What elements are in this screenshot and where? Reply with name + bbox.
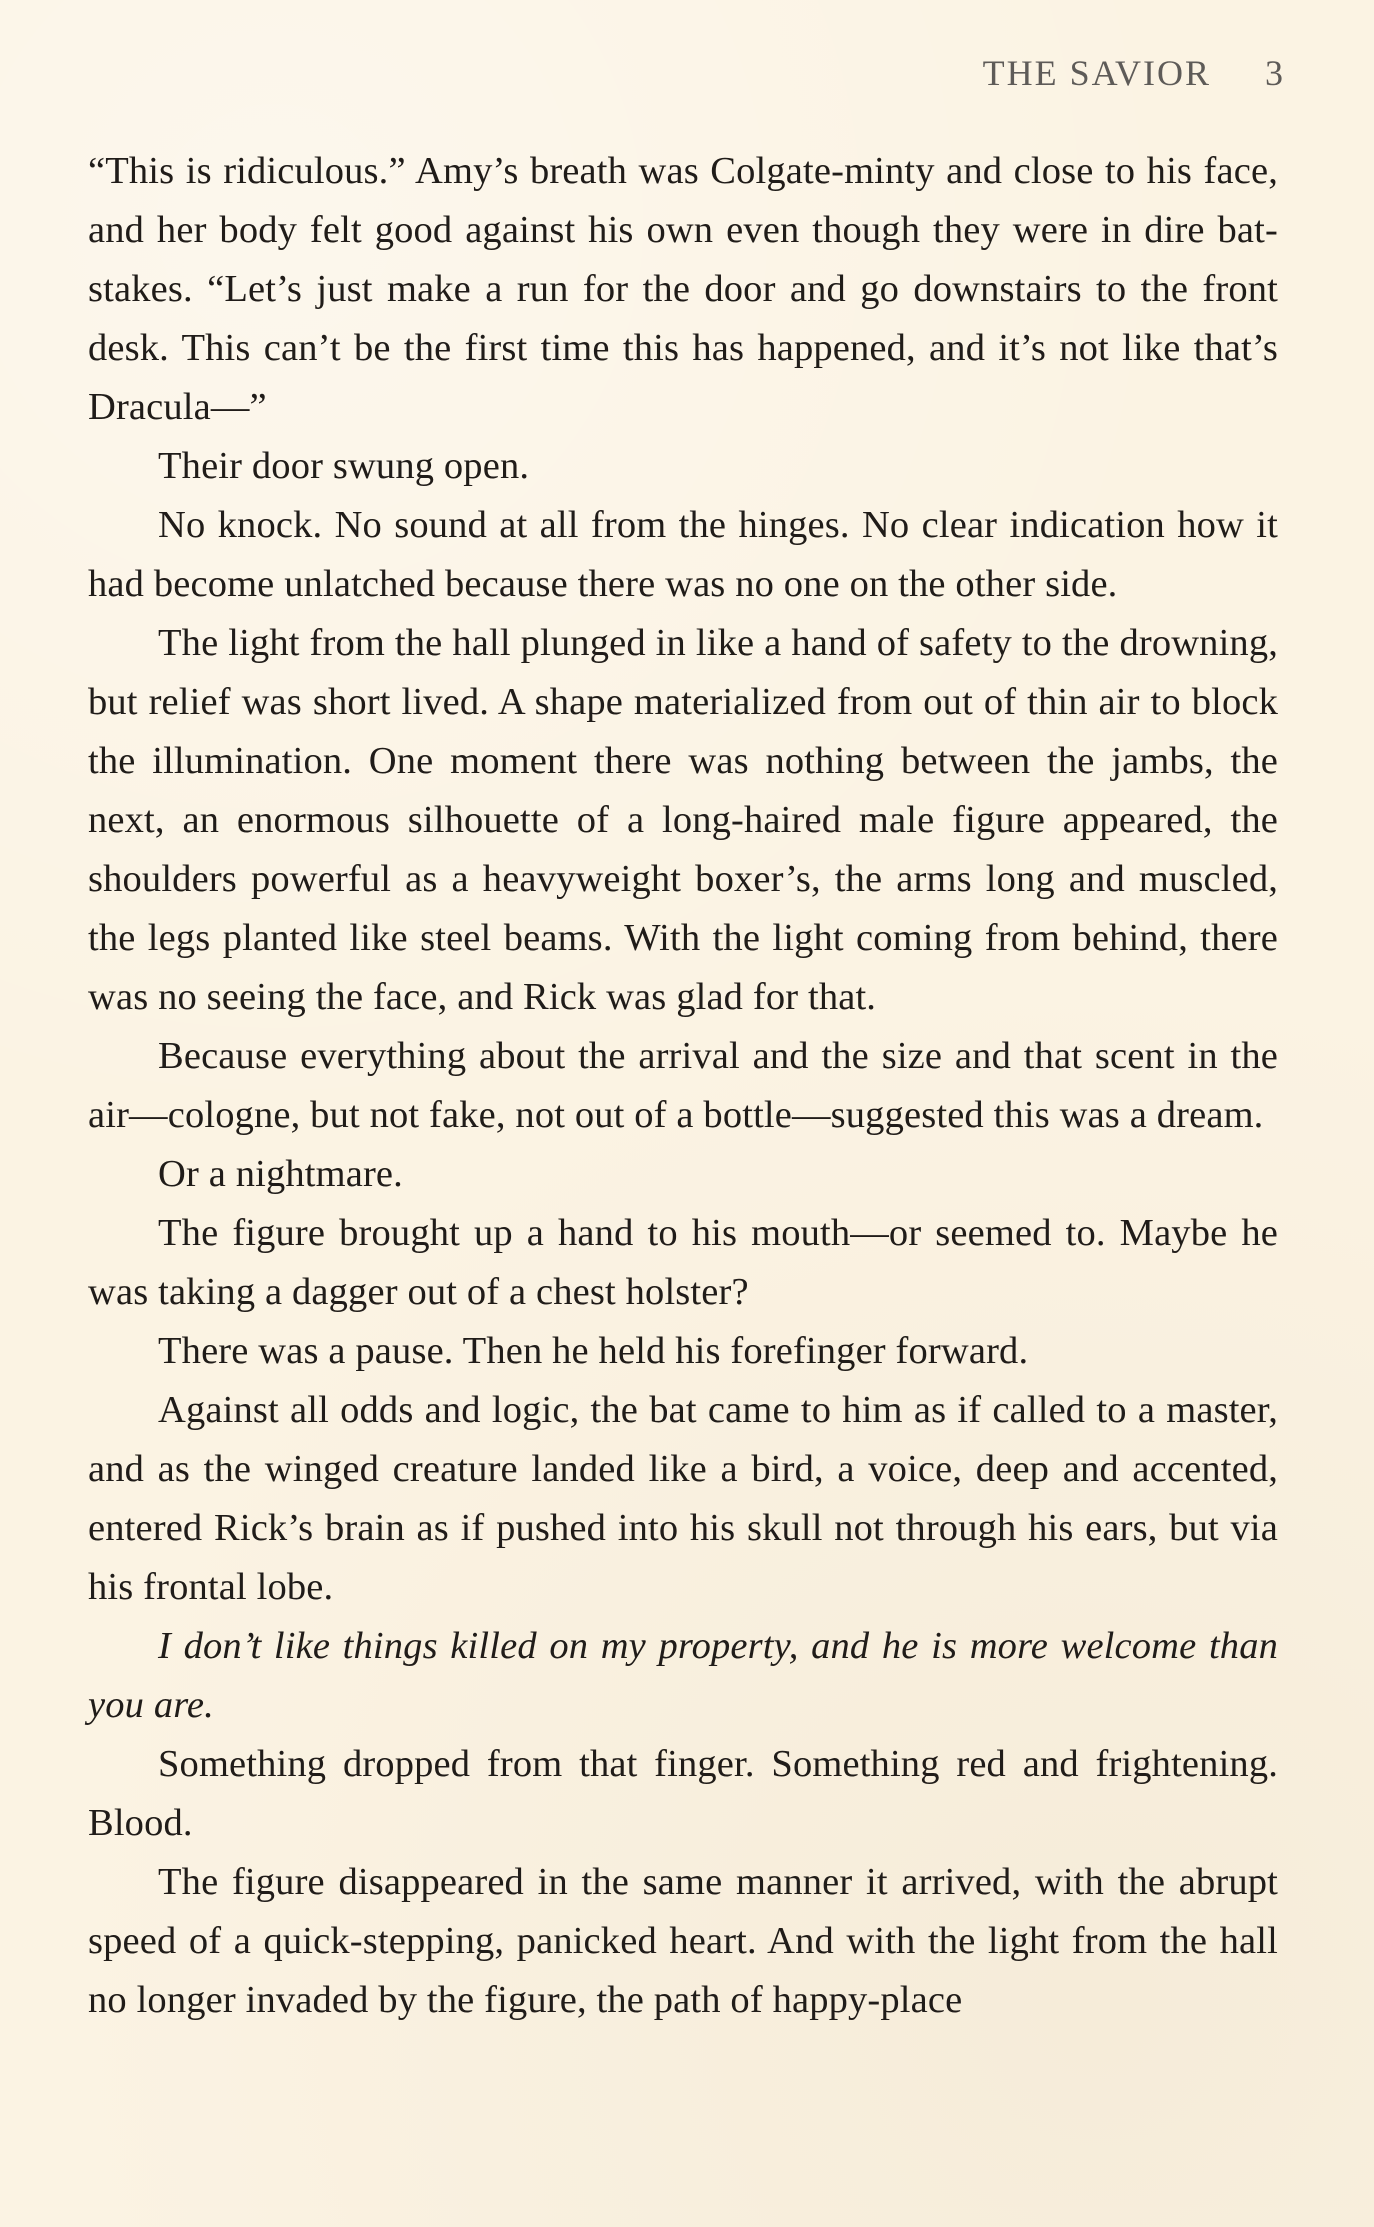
paragraph-2: Their door swung open. bbox=[158, 445, 530, 487]
paragraph-4: The light from the hall plunged in like a hand of safety to the drowning, but relief was short lived. A shape materialized from out of thin air to block the illumination. One moment there was nothing between the jambs, the next, an enormous silhouette of a long-haired male figure appeared, the shoulders powerful as a heavyweight boxer’s, the arms long and muscled, the legs planted like steel beams. With the light coming from behind, there was no seeing the face, and Rick was glad for that. bbox=[88, 622, 1278, 1018]
paragraph-3: No knock. No sound at all from the hinges. No clear indication how it had become unlatched because there was no one on the other side. bbox=[88, 504, 1278, 605]
paragraph-1: “This is ridiculous.” Amy’s breath was Colgate-minty and close to his face, and her body felt good against his own even though they were in dire bat-stakes. “Let’s just make a run for the door and go downstairs to the front desk. This can’t be the first time this has happened, and it’s not like that’s Dracula—” bbox=[88, 150, 1278, 428]
body-text bbox=[88, 142, 1278, 2077]
paragraph-7: The figure brought up a hand to his mouth—or seemed to. Maybe he was taking a dagger out of a chest holster? bbox=[88, 1212, 1278, 1313]
paragraph-6: Or a nightmare. bbox=[158, 1153, 403, 1195]
paragraph-11: Something dropped from that finger. Something red and frightening. Blood. bbox=[88, 1743, 1278, 1844]
paragraph-8: There was a pause. Then he held his forefinger forward. bbox=[158, 1330, 1029, 1372]
paragraph-5: Because everything about the arrival and the size and that scent in the air—cologne, but not fake, not out of a bottle—suggested this was a dream. bbox=[88, 1035, 1278, 1136]
page-number: 3 bbox=[1265, 53, 1283, 93]
running-head bbox=[983, 52, 1283, 94]
running-title: THE SAVIOR bbox=[982, 53, 1211, 93]
paragraph-12: The figure disappeared in the same manner it arrived, with the abrupt speed of a quick-stepping, panicked heart. And with the light from the hall no longer invaded by the figure, the path of happy-place bbox=[88, 1861, 1278, 2021]
paragraph-10-italic: I don’t like things killed on my property, and he is more welcome than you are. bbox=[88, 1625, 1278, 1726]
paragraph-9: Against all odds and logic, the bat came to him as if called to a master, and as the winged creature landed like a bird, a voice, deep and accented, entered Rick’s brain as if pushed into his skull not through his ears, but via his frontal lobe. bbox=[88, 1389, 1278, 1608]
